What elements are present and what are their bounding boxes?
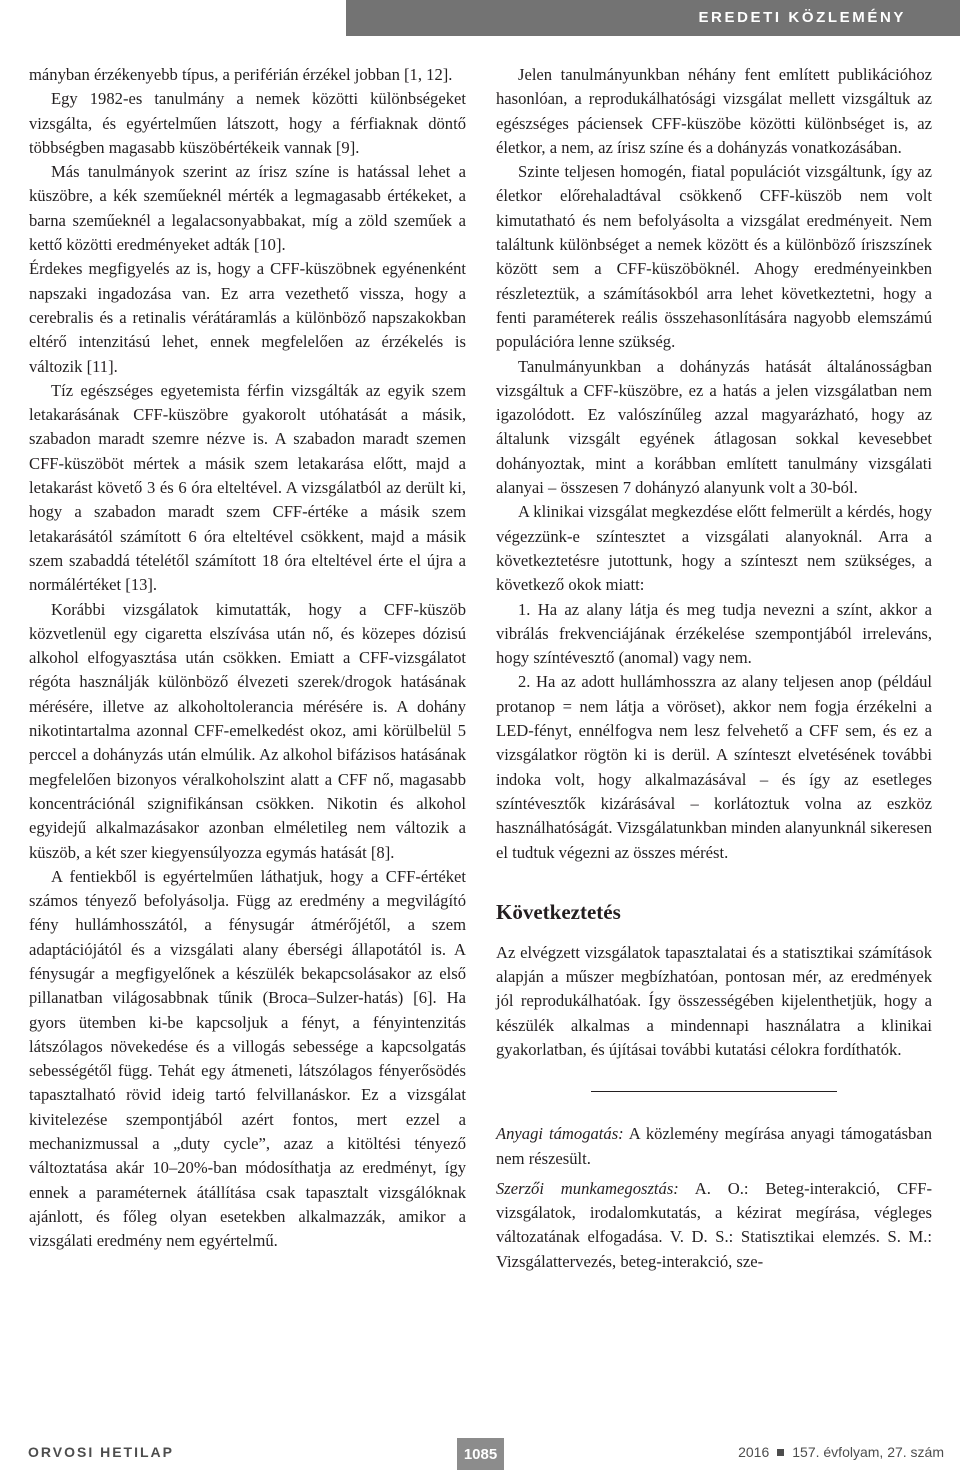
body-paragraph: Jelen tanulmányunkban néhány fent említett publikációhoz hasonlóan, a reprodukálhatósági vizsgálat mellett vizsgáltuk az egészséges páciensek CFF-küszöbe közötti különbséget is, az életkor, a nem, az írisz színe és a dohányzás vonatkozásában. (496, 65, 932, 157)
body-paragraph: Tíz egészséges egyetemista férfin vizsgálták az egyik szem letakarásának CFF-küszöbre gyakorolt utóhatását a másik, szabadon maradt szemre nézve is. A szabadon maradt szemen CFF-küszöböt mértek a másik szem letakarása előtt, majd a letakarást követő 3 és 6 óra elteltével. A vizsgálatból az derült ki, hogy a szabadon maradt szem CFF-értéke a másik szem letakarásától számított 6 óra elteltével csökkent, majd a másik szem szabaddá tételétől számított 18 óra elteltével érte el újra a normálértéket [13]. (29, 380, 466, 595)
page-footer (0, 1438, 960, 1470)
issue-volume: 157. évfolyam, 27. szám (792, 1444, 944, 1460)
body-paragraph: mányban érzékenyebb típus, a periférián érzékel jobban [1, 12]. (29, 65, 453, 84)
funding-note (496, 1122, 932, 1171)
right-column (496, 63, 932, 1280)
funding-text: A közlemény megírása anyagi támogatásban nem részesült. (496, 1124, 933, 1168)
authors-label: Szerzői munkamegosztás: (496, 1178, 679, 1198)
issue-year: 2016 (738, 1444, 770, 1460)
section-title: EREDETI KÖZLEMÉNY (698, 9, 906, 26)
square-bullet-icon (777, 1449, 784, 1456)
page-number: 1085 (457, 1438, 504, 1470)
journal-name: ORVOSI HETILAP (28, 1444, 174, 1460)
body-paragraph: Korábbi vizsgálatok kimutatták, hogy a CFF-küszöb közvetlenül egy cigaretta elszívása után nő, és közepes dózisú alkohol elfogyasztása után csökken. Emiatt a CFF-vizsgálatot régóta használják különböző élvezeti szerek/drogok hatásának mérésére, illetve az alkoholtolerancia mérésére is. A dohány nikotintartalma azonnal CFF-emelkedést okoz, ami körülbelül 5 perccel a dohányzás után elmúlik. Az alkohol bifázisos hatásának megfelelően bizonyos véralkoholszint alatt a CFF nő, magasabb koncentrációnál szignifikánsan csökken. Nikotin és alkohol egyidejű alkalmazásakor azonban elméletileg nem változik a küszöb, a két szer kiegyensúlyozza egymás hatását [8]. (29, 599, 466, 862)
authors-text: A. O.: Beteg-interakció, CFF-vizsgálatok, irodalomkutatás, a kézirat megírása, végleges változatának elfogadása. V. D. S.: Statisztikai elemzés. S. M.: Vizsgálattervezés, beteg-interakció, sze- (496, 1178, 932, 1271)
conclusion-paragraph: Az elvégzett vizsgálatok tapasztalatai és a statisztikai számítások alapján a műszer megbízhatóan, pontosan mér, az eredmények jól reprodukálhatóak. Így összességében kijelenthetjük, hogy a készülék alkalmas a mindennapi használatra a klinikai gyakorlatban, és újításai további kutatási célokra fordíthatók. (496, 942, 932, 1059)
issue-info (738, 1444, 944, 1460)
body-paragraph: Érdekes megfigyelés az is, hogy a CFF-küszöbnek egyénenként napszaki ingadozása van. Ez arra vezethető vissza, hogy a cerebralis és a retinalis vérátáramlás a különböző napszakokban eltérő intenzitású lehet, ennek megfelelően az érzékelés is változik [11]. (29, 259, 466, 376)
section-header-bar (346, 0, 960, 36)
left-column (29, 63, 466, 1254)
divider (591, 1091, 837, 1092)
body-paragraph: A klinikai vizsgálat megkezdése előtt felmerült a kérdés, hogy végezzünk-e színtesztet a vizsgálati alanyoknál. Arra a következtetésre jutottunk, hogy a színteszt nem szükséges, a következő okok miatt: (496, 502, 932, 595)
body-paragraph: Szinte teljesen homogén, fiatal populációt vizsgáltunk, így az életkor előrehaladtával csökkenő CFF-küszöb nem volt kimutatható és nem befolyásolta a vizsgálat eredményeit. Nem találtunk különbséget a nemek között és a különböző íriszszínek között sem a CFF-küszöböknél. Ahogy eredményeinkben részleteztük, a számításokból arra lehet következtetni, hogy a fenti paraméterek reális összehasonlítására nagyobb elemszámú populációra lenne szükség. (496, 162, 932, 352)
body-paragraph: Más tanulmányok szerint az írisz színe is hatással lehet a küszöbre, a kék szeműeknél mérték a legmagasabb értékeket, a barna szeműeknél a legalacsonyabbakat, míg a zöld szeműek a kettő közötti eredményeket adták [10]. (29, 162, 466, 255)
body-paragraph: Egy 1982-es tanulmány a nemek közötti különbségeket vizsgálta, és egyértelműen látszott, hogy a férfiaknak döntő többségben magasabb küszöbértékeik vannak [9]. (29, 89, 466, 157)
authors-note (496, 1177, 932, 1274)
list-item: 1. Ha az alany látja és meg tudja nevezni a színt, akkor a vibrálás frekvenciájának érzékelése szempontjából irreleváns, hogy színtévesztő (anomal) vagy nem. (496, 599, 932, 668)
body-paragraph: Tanulmányunkban a dohányzás hatását általánosságban vizsgáltuk a CFF-küszöbre, ez a hatás a jelen vizsgálatban nem igazolódott. Ez valószínűleg azzal magyarázható, hogy az általunk vizsgált egyének átlagosan sokkal kevesebbet dohányoztak, mint a korábban említett tanulmány vizsgálati alanyai – összesen 7 dohányzó alanyunk volt a 30-ból. (496, 356, 932, 498)
body-paragraph: A fentiekből is egyértelműen láthatjuk, hogy a CFF-értéket számos tényező befolyásolja. Függ az eredmény a megvilágító fény hullámhosszától, a fénysugár átmérőjétől, a szem adaptációjától és a vizsgálati alany éberségi állapotától is. A fénysugár a megfigyelőnek a készülék bekapcsolásakor az első pillanatban világosabbnak tűnik (Broca–Sulzer-hatás) [6]. Ha gyors ütemben ki-be kapcsoljuk a fényt, a fényintenzitás látszólagos növekedése és a villogás sebessége a kapcsolgatás sebességétől függ. Tehát egy átmeneti, látszólagos fényerősödés tapasztalható rövid ideig tartó felvillanáskor. Ez a vizsgálat kivitelezése szempontjából azért fontos, mert ezzel a mechanizmussal a „duty cycle”, azaz a kitöltési tényező változtatása akár 10–20%-ban módosíthatja az eredményt, így ennek a paraméternek átállítása csak tapasztalt vizsgálóknak ajánlott, és főleg olyan esetekben alkalmazzák, amikor a vizsgálati eredmény nem egyértelmű. (29, 866, 466, 1251)
list-item: 2. Ha az adott hullámhosszra az alany teljesen anop (például protanop = nem látja a vöröset), akkor nem fogja érzékelni a LED-fényt, ennélfogva nem lesz felvehető a CFF sem, és ez a vizsgálatkor rögtön ki is derül. A színteszt elvetésének további indoka volt, hogy alkalmazásával – és így az esetleges színtévesztők kizárásával – korlátoztuk volna az eszköz használhatóságát. Vizsgálatunkban minden alanyunknál sikeresen el tudtuk végezni az összes mérést. (496, 672, 932, 862)
funding-label: Anyagi támogatás: (496, 1124, 624, 1144)
conclusion-heading: Következtetés (496, 899, 621, 924)
